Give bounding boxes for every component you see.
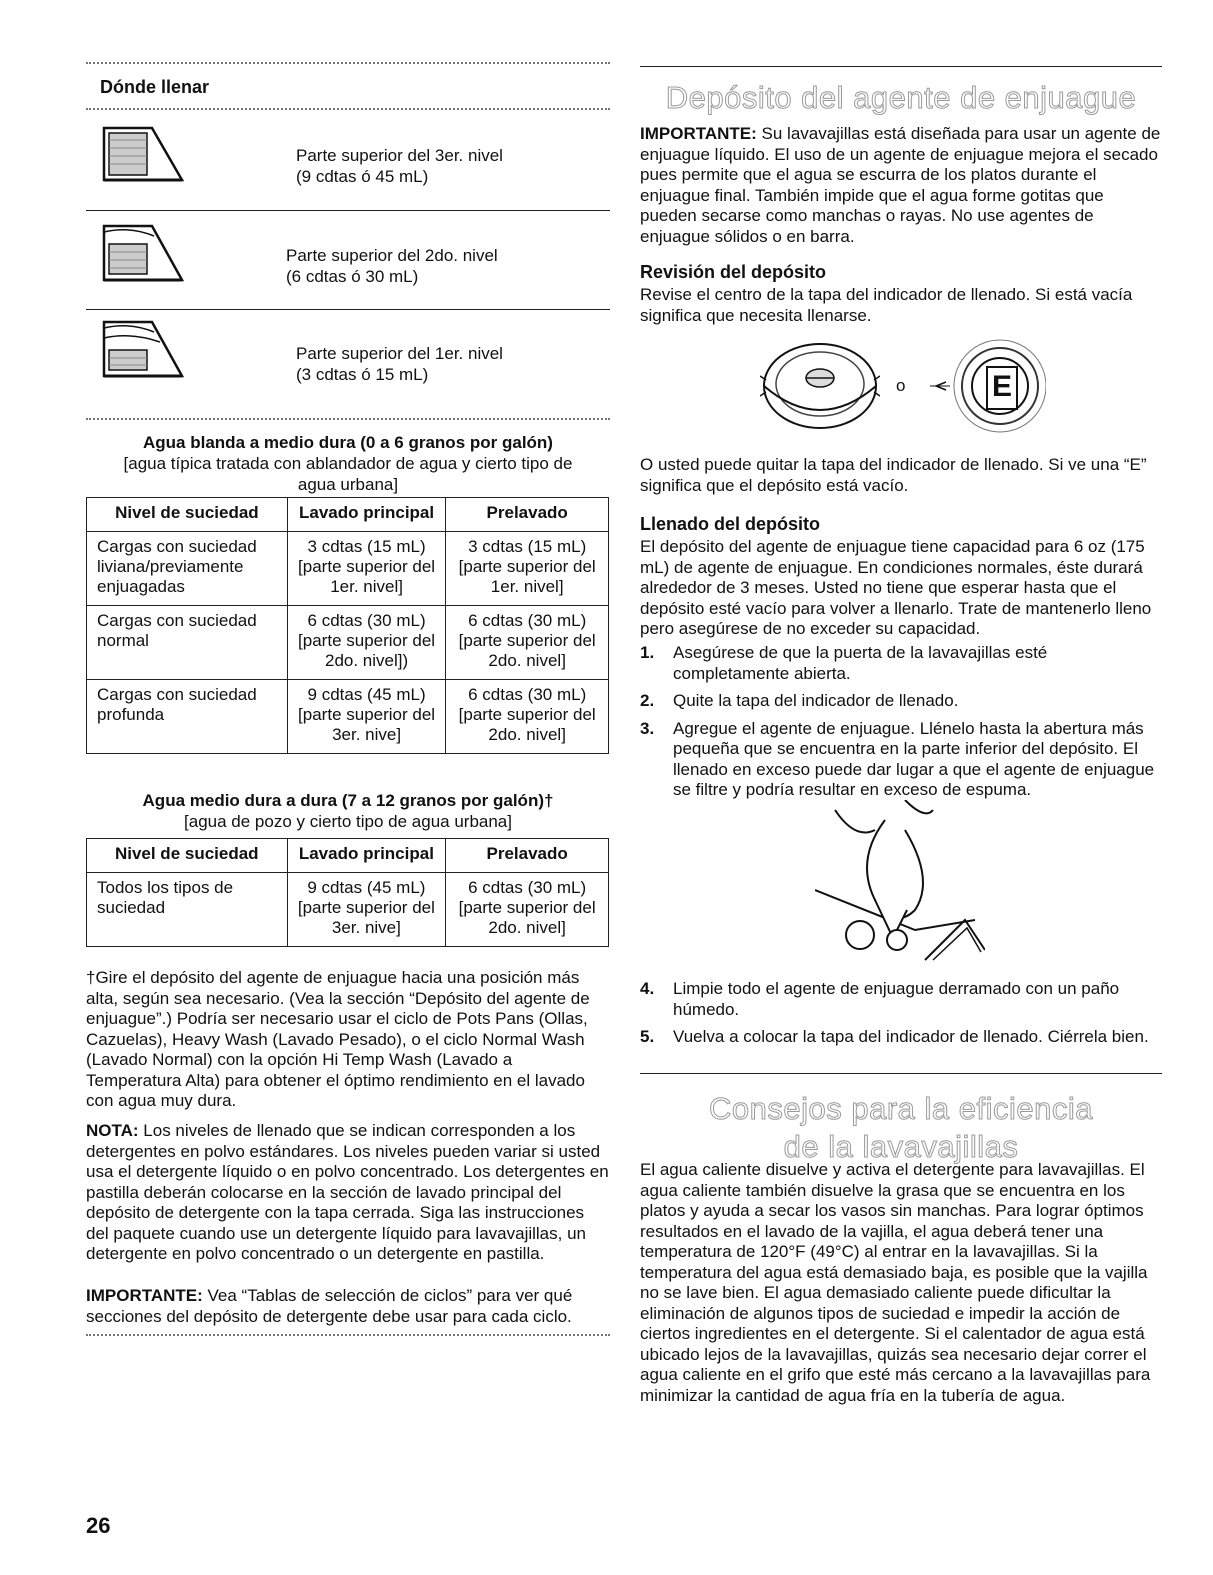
cell-main: 3 cdtas (15 mL) [parte superior del 1er. nivel] (287, 532, 446, 606)
divider (86, 1334, 610, 1336)
fill-heading: Dónde llenar (100, 77, 210, 97)
cell-soil: Todos los tipos de suciedad (87, 873, 288, 947)
rinse-important-paragraph (640, 124, 1162, 247)
list-item (640, 1027, 1162, 1048)
important-label: IMPORTANTE: (86, 1286, 203, 1305)
efficiency-title-line: Consejos para la eficiencia (709, 1091, 1093, 1126)
hard-water-subtitle: [agua de pozo y cierto tipo de agua urbana] (184, 812, 512, 831)
soft-water-subtitle: [agua típica tratada con ablandador de agua y cierto tipo de (123, 454, 573, 473)
footnote: †Gire el depósito del agente de enjuague hacia una posición más alta, según sea necesario. (Vea la sección “Depósito del agente de enjuague”.) Podría ser necesario usar el ciclo de Pots Pans (Ollas, Cazuelas), Heavy Wash (Lavado Pesado), o el ciclo Normal Wash (Lavado Normal) con la opción Hi Temp Wash (Lavado a Temperatura Alta) para obtener el óptimo rendimiento en el lavado con agua muy dura. (86, 968, 590, 1110)
fill-level-line: Parte superior del 3er. nivel (296, 146, 503, 165)
divider (640, 66, 1162, 67)
cell-main: 9 cdtas (45 mL) [parte superior del 3er. nive] (287, 680, 446, 754)
header-prewash: Prelavado (446, 839, 609, 873)
step-number: 5. (640, 1027, 655, 1046)
important-text: Vea “Tablas de selección de ciclos” para ver qué secciones del depósito de detergente debe usar para cada ciclo. (86, 1286, 573, 1326)
list-item (640, 643, 1162, 684)
fill-dispenser-text: El depósito del agente de enjuague tiene capacidad para 6 oz (175 mL) de agente de enjuague. En condiciones normales, éste durará alrededor de 3 meses. Usted no tiene que esperar hasta que el depósito esté vacío para volver a llenarlo. Trate de mantenerlo lleno pero asegúrese de no exceder su capacidad. (640, 537, 1152, 638)
indicator-or-text: o (896, 376, 906, 395)
cell-main: 6 cdtas (30 mL) [parte superior del 2do. nivel]) (287, 606, 446, 680)
header-main-wash: Lavado principal (287, 839, 446, 873)
empty-indicator-letter: E (986, 366, 1018, 410)
step-text: Quite la tapa del indicador de llenado. (673, 691, 959, 710)
fill-level-line: (3 cdtas ó 15 mL) (296, 365, 429, 384)
detergent-cup-level-3-icon (100, 124, 186, 193)
table-header-row (87, 498, 609, 532)
soft-water-subtitle: agua urbana] (297, 475, 399, 494)
divider (86, 309, 610, 310)
efficiency-title-line: de la lavavajillas (783, 1129, 1019, 1164)
table-row (87, 680, 609, 754)
fill-dispenser-heading: Llenado del depósito (640, 514, 821, 534)
note-label: NOTA: (86, 1121, 139, 1140)
header-main-wash: Lavado principal (287, 498, 446, 532)
fill-steps-list-continued (640, 979, 1162, 1055)
important-text: Su lavavajillas está diseñada para usar un agente de enjuague líquido. El uso de un agente de enjuague mejora el secado pues permite que el agua se escurra de los platos durante el enjuague final. También impide que el agua forme gotitas que pueden secarse como manchas o rayas. No use agentes de enjuague sólidos o en barra. (640, 124, 1161, 246)
check-dispenser-heading: Revisión del depósito (640, 262, 827, 282)
step-text: Limpie todo el agente de enjuague derramado con un paño húmedo. (673, 979, 1120, 1019)
fill-steps-list (640, 643, 1162, 808)
efficiency-title (640, 1090, 1162, 1166)
divider (86, 210, 610, 211)
table-header-row (87, 839, 609, 873)
empty-indicator-icon (916, 336, 1046, 441)
soft-water-section-header (86, 432, 610, 495)
cell-pre: 6 cdtas (30 mL) [parte superior del 2do. nivel] (446, 680, 609, 754)
pouring-rinse-aid-illustration-icon (815, 800, 985, 975)
divider (86, 418, 610, 420)
remove-cap-text: O usted puede quitar la tapa del indicador de llenado. Si ve una “E” significa que el depósito está vacío. (640, 455, 1147, 495)
step-number: 4. (640, 979, 655, 998)
hard-water-section-header (86, 790, 610, 832)
cell-pre: 6 cdtas (30 mL) [parte superior del 2do. nivel] (446, 606, 609, 680)
cell-soil: Cargas con suciedad normal (87, 606, 288, 680)
cell-soil: Cargas con suciedad profunda (87, 680, 288, 754)
detergent-cup-level-2-icon (100, 222, 186, 293)
rinse-aid-title: Depósito del agente de enjuague (665, 80, 1137, 115)
step-number: 2. (640, 691, 655, 710)
note-text: Los niveles de llenado que se indican corresponden a los detergentes en polvo estándares. Los niveles pueden variar si usted usa el detergente líquido o en polvo concentrado. Los detergentes en pastilla deberán colocarse en la sección de lavado principal del depósito de detergente con la tapa cerrada. Siga las instrucciones del paquete cuando use un detergente líquido para lavavajillas, un detergente en polvo concentrado o un detergente en pastilla. (86, 1121, 609, 1263)
header-soil-level: Nivel de suciedad (87, 839, 288, 873)
fill-level-line: Parte superior del 1er. nivel (296, 344, 503, 363)
fill-level-3-text (296, 145, 503, 187)
divider (86, 108, 610, 110)
hard-water-title: Agua medio dura a dura (7 a 12 granos por galón)† (142, 791, 554, 810)
header-soil-level: Nivel de suciedad (87, 498, 288, 532)
header-prewash: Prelavado (446, 498, 609, 532)
soft-water-table (86, 497, 609, 754)
check-dispenser-text: Revise el centro de la tapa del indicador de llenado. Si está vacía significa que necesita llenarse. (640, 285, 1133, 325)
fill-level-2-text (286, 245, 498, 287)
divider (640, 1073, 1162, 1074)
step-text: Vuelva a colocar la tapa del indicador de llenado. Ciérrela bien. (673, 1027, 1149, 1046)
divider (86, 62, 610, 64)
fill-level-line: (9 cdtas ó 45 mL) (296, 167, 429, 186)
table-row (87, 606, 609, 680)
list-item (640, 979, 1162, 1020)
important-label: IMPORTANTE: (640, 124, 757, 143)
detergent-cup-level-1-icon (100, 318, 186, 389)
page-number: 26 (86, 1513, 111, 1538)
cell-pre: 6 cdtas (30 mL) [parte superior del 2do. nivel] (446, 873, 609, 947)
table-row (87, 532, 609, 606)
cell-main: 9 cdtas (45 mL) [parte superior del 3er. nive] (287, 873, 446, 947)
cell-soil: Cargas con suciedad liviana/previamente enjuagadas (87, 532, 288, 606)
step-number: 1. (640, 643, 655, 662)
step-text: Agregue el agente de enjuague. Llénelo hasta la abertura más pequeña que se encuentra en la parte inferior del depósito. El llenado en exceso puede dar lugar a que el agente de enjuague se filtre y podría resultar en exceso de espuma. (673, 718, 1155, 799)
note-paragraph (86, 1121, 610, 1265)
fill-level-1-text (296, 343, 503, 385)
step-number: 3. (640, 718, 655, 738)
list-item (640, 691, 1162, 712)
fill-indicator-cap-icon (760, 340, 880, 437)
soft-water-title: Agua blanda a medio dura (0 a 6 granos por galón) (143, 433, 553, 452)
step-text: Asegúrese de que la puerta de la lavavajillas esté completamente abierta. (673, 643, 1048, 683)
fill-level-line: Parte superior del 2do. nivel (286, 246, 498, 265)
fill-level-line: (6 cdtas ó 30 mL) (286, 267, 419, 286)
important-paragraph (86, 1286, 610, 1327)
efficiency-text: El agua caliente disuelve y activa el detergente para lavavajillas. El agua caliente también disuelve la grasa que se encuentra en los platos y ayuda a secar los vasos sin manchas. Para lograr óptimos resultados en el lavado de la vajilla, el agua deberá tener una temperatura de 120°F (49°C) al entrar en la lavavajillas. Si la temperatura del agua está demasiado baja, es posible que la vajilla no se lave bien. El agua demasiado caliente puede dificultar la eliminación de algunos tipos de suciedad e impedir la acción de ciertos ingredientes en el detergente. Si el calentador de agua está ubicado lejos de la lavavajillas, quizás sea necesario dejar correr el agua caliente en el grifo que esté más cercano a la lavavajillas para minimizar la cantidad de agua fría en la tubería de agua. (640, 1160, 1151, 1405)
hard-water-table (86, 838, 609, 947)
table-row (87, 873, 609, 947)
cell-pre: 3 cdtas (15 mL) [parte superior del 1er. nivel] (446, 532, 609, 606)
list-item (640, 719, 1162, 801)
